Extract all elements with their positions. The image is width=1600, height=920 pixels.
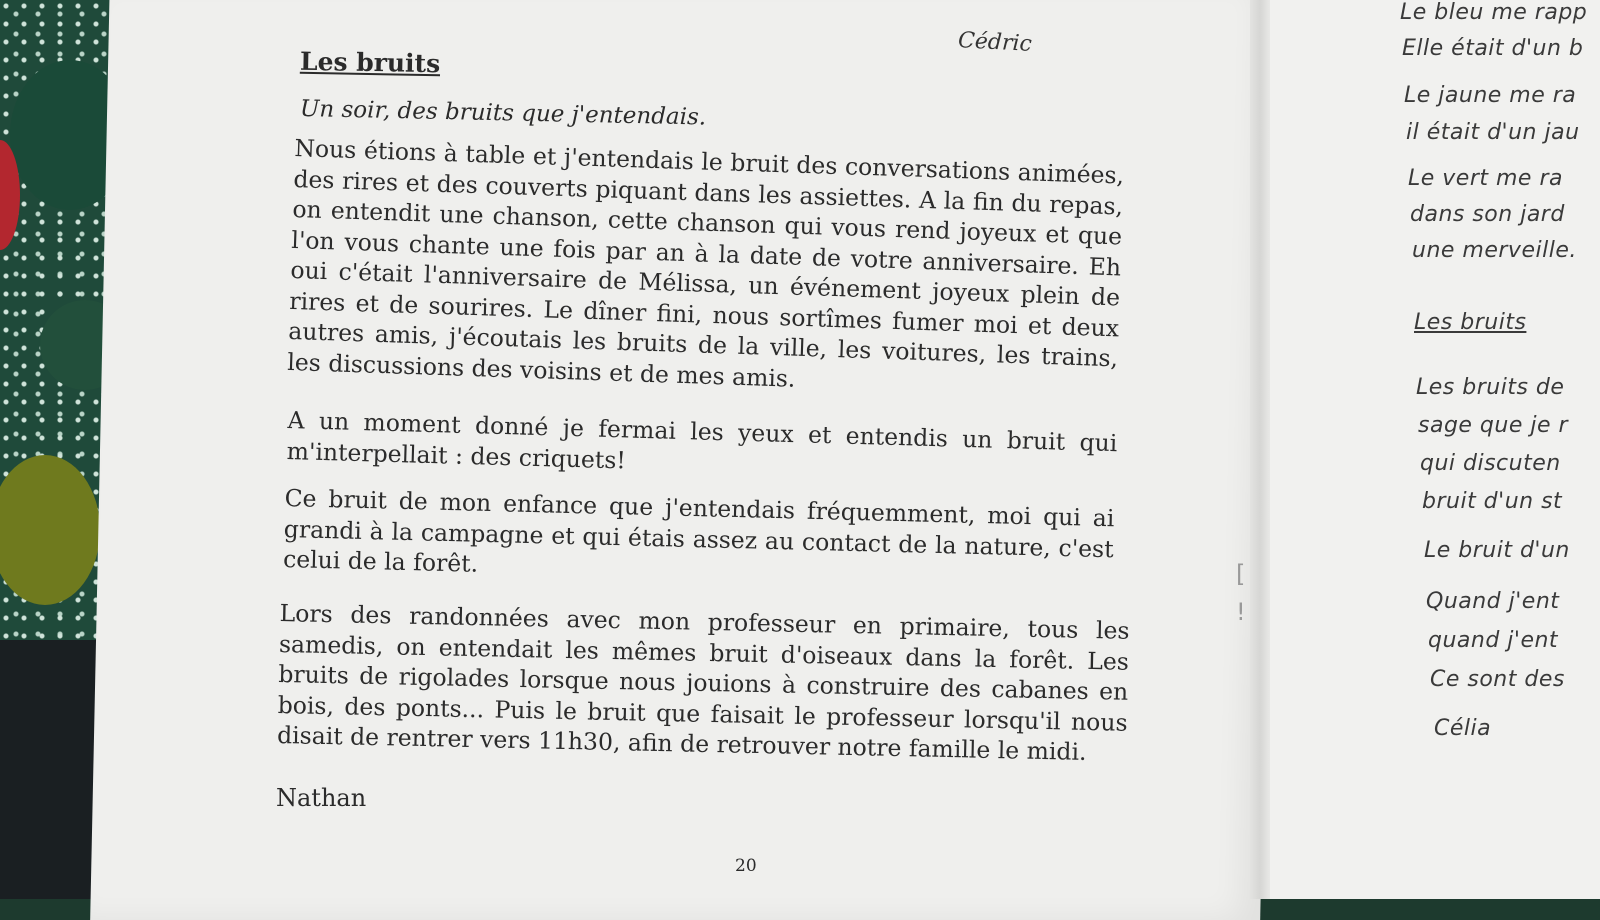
handwritten-line: dans son jard xyxy=(1410,202,1565,227)
handwritten-line: bruit d'un st xyxy=(1422,489,1563,514)
handwritten-line: Le vert me ra xyxy=(1408,166,1563,191)
handwritten-line: Le bleu me rapp xyxy=(1400,0,1588,25)
paragraph: A un moment donné je fermai les yeux et entendis un bruit qui m'interpellait : des criquets! xyxy=(286,405,1118,474)
handwritten-line: Les bruits de xyxy=(1416,375,1565,400)
handwritten-line: sage que je r xyxy=(1418,413,1569,438)
paragraph: Ce bruit de mon enfance que j'entendais fréquemment, moi qui ai grandi à la campagne et qui étais assez au contact de la nature, c'est celui de la forêt. xyxy=(282,483,1115,578)
handwritten-line: Quand j'ent xyxy=(1426,589,1560,614)
page-number: 20 xyxy=(735,856,757,876)
handwritten-title: Les bruits xyxy=(1414,310,1527,335)
gutter-mark: [ xyxy=(1236,560,1246,588)
handwritten-line: quand j'ent xyxy=(1428,628,1559,653)
handwritten-line: Elle était d'un b xyxy=(1402,36,1584,61)
paragraph: Lors des randonnées avec mon professeur en primaire, tous les samedis, on entendait les mêmes bruit d'oiseaux dans la forêt. Les bruits de rigolades lorsque nous jouions à construire des cabanes en bois, des ponts... Puis le bruit que faisait le professeur lorsqu'il nous disait de rentrer vers 11h30, afin de retrouver notre famille le midi. xyxy=(276,598,1130,766)
paragraph: Nous étions à table et j'entendais le bruit des conversations animées, des rires et des couverts piquant dans les assiettes. A la fin du repas, on entendit une chanson, cette chanson qui vous rend joyeux et que l'on vous chante une fois par an à la date de votre anniversaire. Eh oui c'était l'anniversaire de Mélissa, un événement joyeux plein de rires et de sourires. Le dîner fini, nous sortîmes fumer moi et deux autres amis, j'écoutais les bruits de la ville, les voitures, les trains, les discussions des voisins et de mes amis. xyxy=(286,133,1125,393)
page-subtitle: Un soir, des bruits que j'entendais. xyxy=(299,96,707,131)
handwritten-line: qui discuten xyxy=(1420,451,1561,476)
handwritten-signature: Célia xyxy=(1434,716,1492,741)
author-name-top: Cédric xyxy=(957,28,1033,57)
handwritten-line: une merveille. xyxy=(1412,238,1577,263)
handwritten-line: Ce sont des xyxy=(1430,667,1565,692)
gutter-mark: ! xyxy=(1236,598,1246,626)
handwritten-line: Le jaune me ra xyxy=(1404,83,1577,108)
handwritten-line: Le bruit d'un xyxy=(1424,538,1570,563)
signature: Nathan xyxy=(276,784,367,812)
handwritten-line: il était d'un jau xyxy=(1406,120,1580,145)
page-title: Les bruits xyxy=(299,46,441,79)
